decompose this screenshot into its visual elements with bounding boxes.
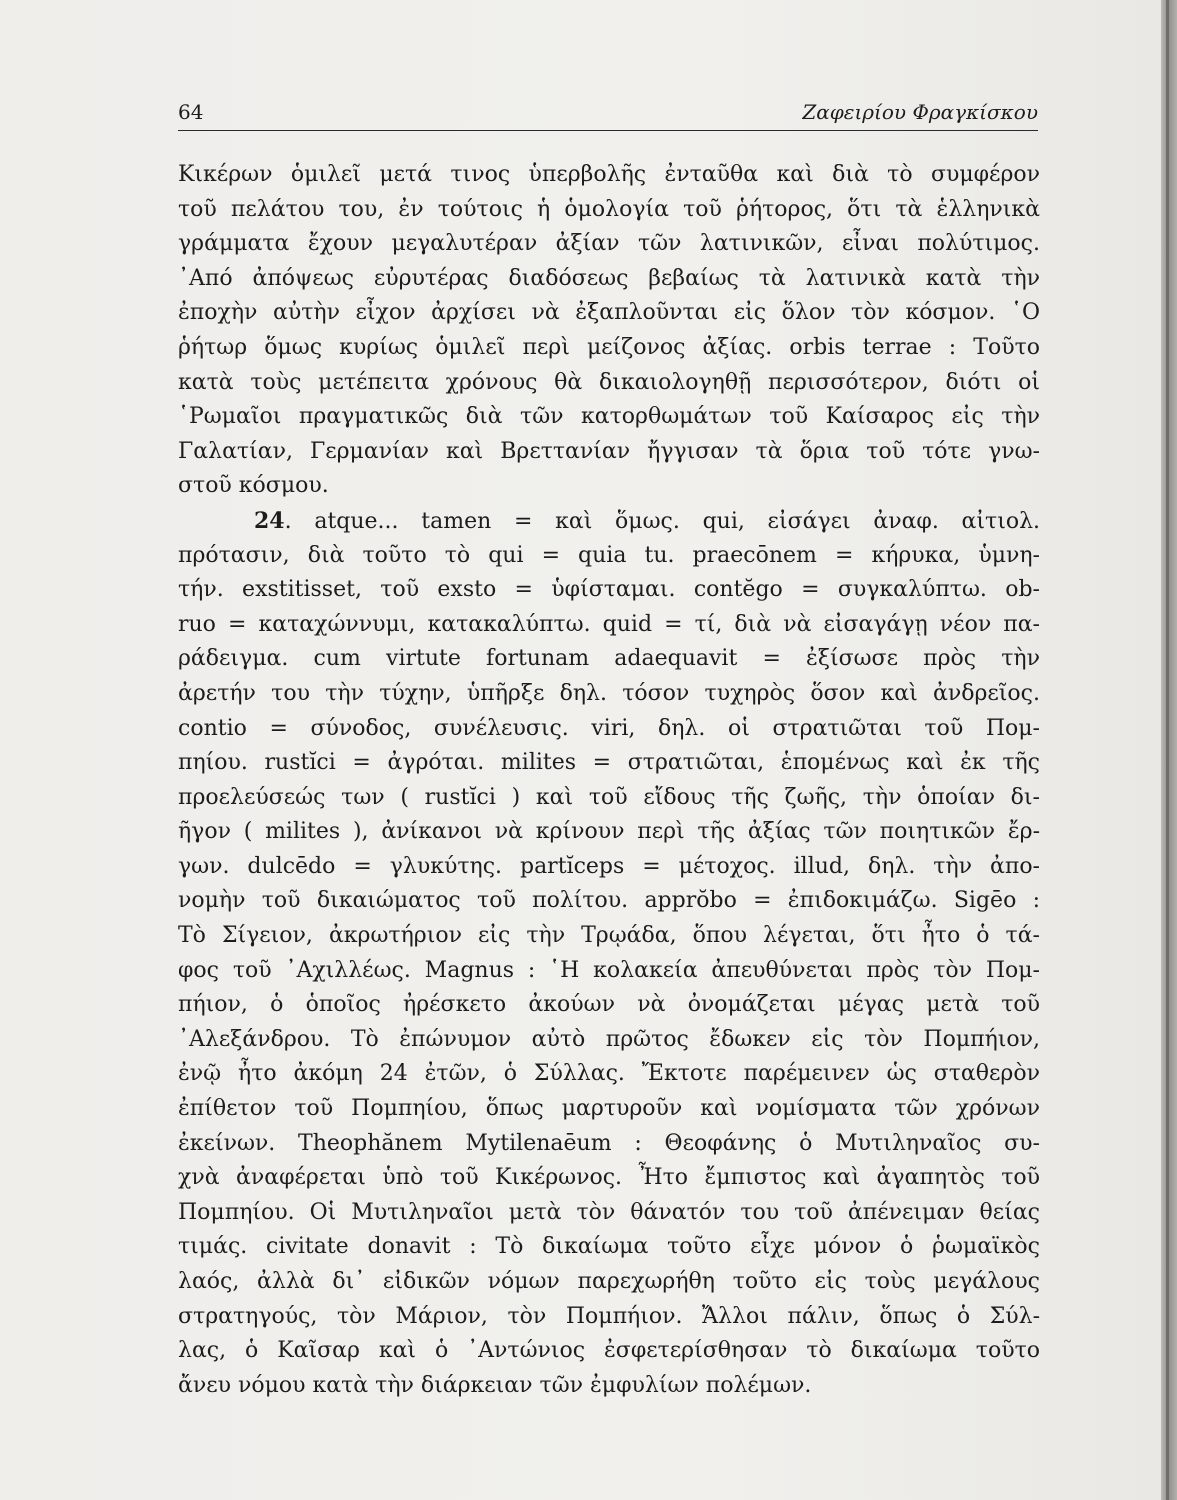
text-line: Τὸ Σίγειον, ἀκρωτήριον εἰς τὴν Τρῳάδα, ὅπου λέγεται, ὅτι ἦτο ὁ τά-	[178, 923, 1040, 949]
text-line: contio = σύνοδος, συνέλευσις. viri, δηλ. οἱ στρατιῶται τοῦ Πομ-	[178, 715, 1040, 741]
text-line: λαός, ἀλλὰ δι᾿ εἰδικῶν νόμων παρεχωρήθη τοῦτο εἰς τοὺς μεγάλους	[178, 1269, 1040, 1294]
page-binding-shadow	[1166, 0, 1169, 1500]
text-line: πρότασιν, διὰ τοῦτο τὸ qui = quia tu. praecōnem = κήρυκα, ὑμνη-	[178, 542, 1040, 568]
text-line: πηίου. rustĭci = ἀγρόται. milites = στρατιῶται, ἑπομένως καὶ ἐκ τῆς	[178, 750, 1040, 776]
text-line: τήν. exstitisset, τοῦ exsto = ὑφίσταμαι. contĕgo = συγκαλύπτω. ob-	[178, 577, 1040, 603]
text-line: χνὰ ἀναφέρεται ὑπὸ τοῦ Κικέρωνος. Ἦτο ἔμπιστος καὶ ἀγαπητὸς τοῦ	[178, 1165, 1040, 1191]
text-line: ῥήτωρ ὅμως κυρίως ὁμιλεῖ περὶ μείζονος ἀξίας. orbis terrae : Τοῦτο	[178, 334, 1040, 360]
header-rule	[178, 130, 1038, 131]
text-line: τοῦ πελάτου του, ἐν τούτοις ἡ ὁμολογία τοῦ ῥήτορος, ὅτι τὰ ἑλληνικὰ	[178, 196, 1040, 222]
text-line: ἐνῷ ἦτο ἀκόμη 24 ἐτῶν, ὁ Σύλλας. Ἔκτοτε παρέμεινεν ὡς σταθερὸν	[178, 1061, 1040, 1087]
text-line: Πομπηίου. Οἱ Μυτιληναῖοι μετὰ τὸν θάνατόν του τοῦ ἀπένειμαν θείας	[178, 1199, 1040, 1225]
text-line: ράδειγμα. cum virtute fortunam adaequavit = ἐξίσωσε πρὸς τὴν	[178, 646, 1040, 672]
text-line: προελεύσεώς των ( rustĭci ) καὶ τοῦ εἴδους τῆς ζωῆς, τὴν ὁποίαν δι-	[178, 784, 1040, 810]
section-number: 24	[254, 507, 285, 534]
text-line: κατὰ τοὺς μετέπειτα χρόνους θὰ δικαιολογηθῇ περισσότερον, διότι οἱ	[178, 369, 1040, 395]
body-text	[178, 158, 1040, 1403]
text-line: ᾿Αλεξάνδρου. Τὸ ἐπώνυμον αὐτὸ πρῶτος ἔδωκεν εἰς τὸν Πομπήιον,	[178, 1026, 1040, 1052]
running-head: Ζαφειρίου Φραγκίσκου	[802, 100, 1038, 124]
text-line: Γαλατίαν, Γερμανίαν καὶ Βρεττανίαν ἤγγισαν τὰ ὅρια τοῦ τότε γνω-	[178, 438, 1040, 464]
text-line: γράμματα ἔχουν μεγαλυτέραν ἀξίαν τῶν λατινικῶν, εἶναι πολύτιμος.	[178, 231, 1040, 257]
text-line: λας, ὁ Καῖσαρ καὶ ὁ ᾿Αντώνιος ἐσφετερίσθησαν τὸ δικαίωμα τοῦτο	[178, 1338, 1040, 1364]
text-line-fragment: . atque... tamen = καὶ ὅμως. qui, εἰσάγει ἀναφ. αἰτιολ.	[284, 508, 1040, 534]
text-line: ἐπίθετον τοῦ Πομπηίου, ὅπως μαρτυροῦν καὶ νομίσματα τῶν χρόνων	[178, 1096, 1040, 1122]
text-line: ruo = καταχώννυμι, κατακαλύπτω. quid = τί, διὰ νὰ εἰσαγάγῃ νέον πα-	[178, 611, 1040, 637]
text-line: ῾Ρωμαῖοι πραγματικῶς διὰ τῶν κατορθωμάτων τοῦ Καίσαρος εἰς τὴν	[178, 404, 1040, 430]
text-line: ᾿Από ἀπόψεως εὐρυτέρας διαδόσεως βεβαίως τὰ λατινικὰ κατὰ τὴν	[178, 265, 1040, 291]
text-line: ἐποχὴν αὐτὴν εἶχον ἀρχίσει νὰ ἐξαπλοῦνται εἰς ὅλον τὸν κόσμον. ῾Ο	[178, 300, 1040, 326]
text-line: τιμάς. civitate donavit : Τὸ δικαίωμα τοῦτο εἶχε μόνον ὁ ῥωμαϊκὸς	[178, 1234, 1040, 1260]
section-24-first-line	[178, 504, 1040, 539]
page-header	[178, 100, 1038, 130]
text-line: φος τοῦ ᾿Αχιλλέως. Magnus : ῾Η κολακεία ἀπευθύνεται πρὸς τὸν Πομ-	[178, 957, 1040, 983]
page-binding-edge	[1161, 0, 1177, 1500]
page-number: 64	[178, 100, 204, 124]
text-line: ἄνευ νόμου κατὰ τὴν διάρκειαν τῶν ἐμφυλίων πολέμων.	[178, 1372, 812, 1398]
text-line: στρατηγούς, τὸν Μάριον, τὸν Πομπήιον. Ἄλλοι πάλιν, ὅπως ὁ Σύλ-	[178, 1303, 1040, 1329]
text-line: ἐκείνων. Theophănem Mytilenaēum : Θεοφάνης ὁ Μυτιληναῖος συ-	[178, 1130, 1040, 1156]
text-line: στοῦ κόσμου.	[178, 473, 329, 499]
text-line: πήιον, ὁ ὁποῖος ἠρέσκετο ἀκούων νὰ ὀνομάζεται μέγας μετὰ τοῦ	[178, 992, 1040, 1018]
text-line: ἀρετήν του τὴν τύχην, ὑπῆρξε δηλ. τόσον τυχηρὸς ὅσον καὶ ἀνδρεῖος.	[178, 680, 1040, 706]
text-line: νομὴν τοῦ δικαιώματος τοῦ πολίτου. apprŏbo = ἐπιδοκιμάζω. Sigēo :	[178, 888, 1040, 914]
text-line: ῆγον ( milites ), ἀνίκανοι νὰ κρίνουν περὶ τῆς ἀξίας τῶν ποιητικῶν ἔρ-	[178, 819, 1040, 845]
text-line: γων. dulcēdo = γλυκύτης. partĭceps = μέτοχος. illud, δηλ. τὴν ἀπο-	[178, 853, 1040, 879]
text-line: Κικέρων ὁμιλεῖ μετά τινος ὑπερβολῆς ἐνταῦθα καὶ διὰ τὸ συμφέρον	[178, 162, 1040, 187]
